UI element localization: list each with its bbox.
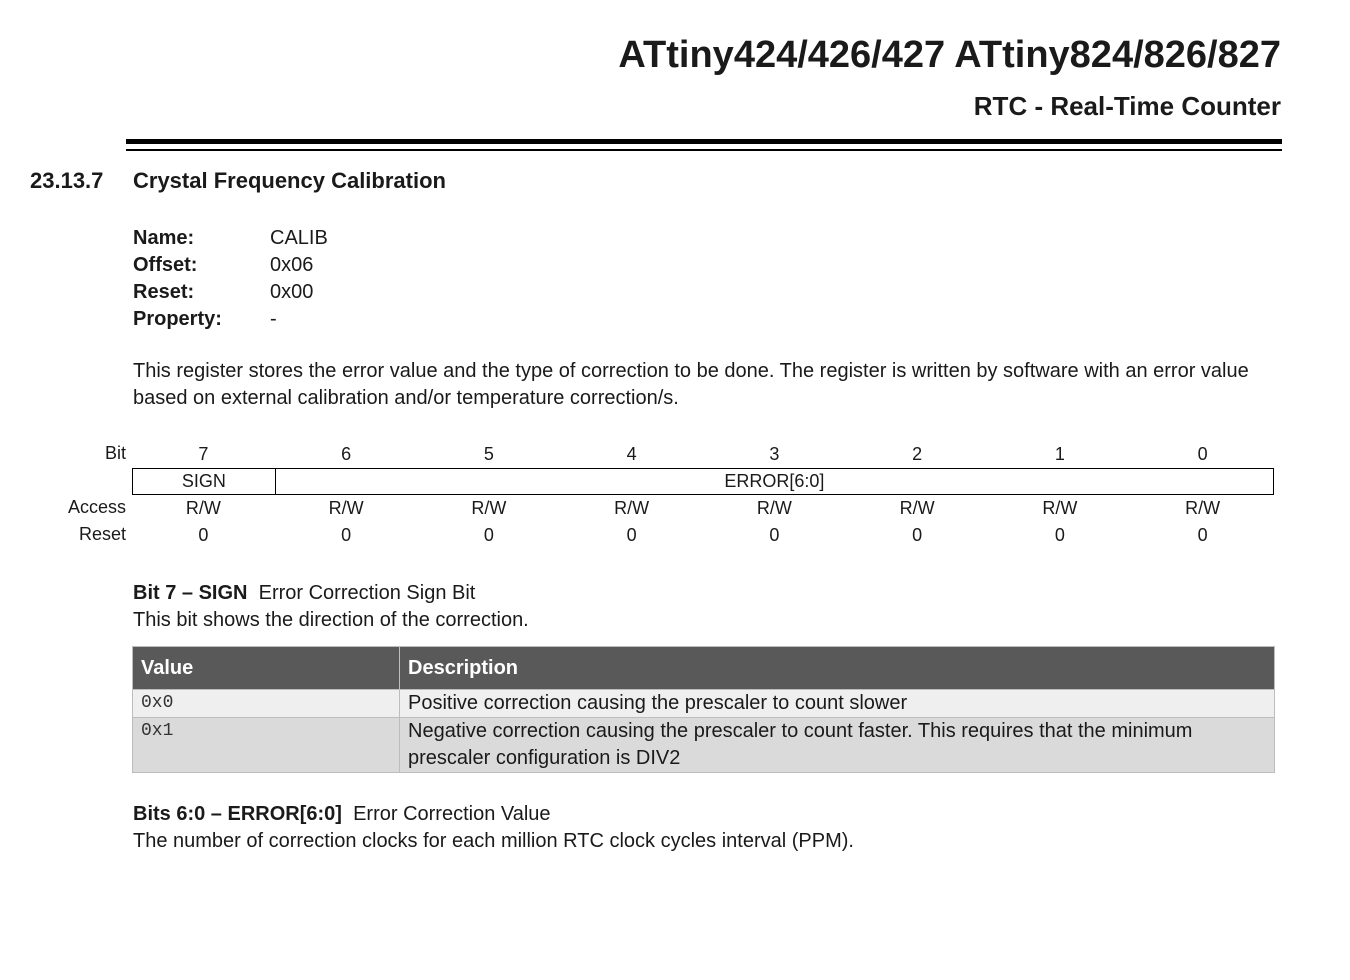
access-row-label: Access — [67, 497, 126, 517]
reset-row — [78, 522, 1274, 549]
field-row — [132, 468, 1274, 495]
bit7-name: Bit 7 – SIGN — [133, 582, 248, 604]
meta-key: Offset: — [133, 254, 198, 276]
bit-number: 6 — [341, 444, 352, 464]
access-value: R/W — [899, 498, 935, 518]
bit-number: 0 — [1197, 444, 1208, 464]
bit-number: 1 — [1054, 444, 1065, 464]
reset-value: 0 — [1054, 525, 1065, 545]
access-value: R/W — [756, 498, 792, 518]
field-error: ERROR[6:0] — [724, 471, 825, 491]
bit-number: 2 — [912, 444, 923, 464]
bit-number-row — [104, 441, 1274, 468]
meta-value: CALIB — [270, 227, 328, 249]
header-rule-thick — [126, 139, 1282, 144]
table-header-row — [133, 647, 1275, 690]
reset-value: 0 — [198, 525, 209, 545]
bit7-title: Error Correction Sign Bit — [258, 582, 476, 604]
access-value: R/W — [1042, 498, 1078, 518]
section-number: 23.13.7 — [30, 168, 104, 193]
bit-number: 4 — [626, 444, 637, 464]
bits60-description: The number of correction clocks for each million RTC clock cycles interval (PPM). — [133, 830, 854, 852]
doc-title: ATtiny424/426/427 ATtiny824/826/827 — [618, 34, 1281, 76]
bit-number: 5 — [483, 444, 494, 464]
access-value: R/W — [185, 498, 221, 518]
meta-key: Reset: — [133, 281, 195, 303]
reset-value: 0 — [483, 525, 494, 545]
table-cell-value: 0x1 — [133, 718, 400, 773]
reset-value: 0 — [626, 525, 637, 545]
reset-value: 0 — [341, 525, 352, 545]
doc-subtitle: RTC - Real-Time Counter — [973, 91, 1281, 121]
reset-row-label: Reset — [78, 524, 126, 544]
table-header-value: Value — [133, 647, 400, 690]
intro-paragraph: This register stores the error value and the type of correction to be done. The register is written by software with an error value based on external calibration and/or temperature correction/s. — [133, 360, 1249, 409]
bits60-heading — [133, 801, 551, 828]
table-row — [133, 718, 1275, 773]
table-cell-value: 0x0 — [133, 690, 400, 718]
meta-reset — [133, 280, 328, 307]
table-row — [133, 690, 1275, 718]
sign-value-table — [132, 646, 1275, 773]
access-row — [67, 495, 1274, 522]
meta-property — [133, 307, 328, 334]
access-value: R/W — [1185, 498, 1221, 518]
bit-number: 3 — [769, 444, 780, 464]
register-meta — [133, 226, 328, 334]
bit7-heading — [133, 580, 475, 607]
meta-key: Property: — [133, 308, 222, 330]
meta-key: Name: — [133, 227, 195, 249]
field-sign: SIGN — [133, 469, 276, 494]
reset-value: 0 — [769, 525, 780, 545]
register-diagram — [67, 441, 1274, 549]
access-value: R/W — [471, 498, 507, 518]
access-value: R/W — [614, 498, 650, 518]
meta-value: 0x06 — [270, 254, 314, 276]
bit-number: 7 — [198, 444, 209, 464]
meta-value: - — [270, 308, 277, 330]
access-value: R/W — [328, 498, 364, 518]
table-header-description: Description — [400, 647, 1275, 690]
table-cell-description: Positive correction causing the prescaler to count slower — [400, 690, 1275, 718]
header-rule-thin — [126, 149, 1282, 151]
section-title: Crystal Frequency Calibration — [133, 168, 446, 193]
meta-value: 0x00 — [270, 281, 314, 303]
bits60-name: Bits 6:0 – ERROR[6:0] — [133, 803, 342, 825]
bit-row-label: Bit — [104, 443, 126, 463]
reset-value: 0 — [1197, 525, 1208, 545]
reset-value: 0 — [912, 525, 923, 545]
table-cell-description: Negative correction causing the prescaler to count faster. This requires that the minimum prescaler configuration is DIV2 — [400, 718, 1275, 773]
bits60-title: Error Correction Value — [353, 803, 551, 825]
meta-name — [133, 226, 328, 253]
meta-offset — [133, 253, 328, 280]
bit7-description: This bit shows the direction of the correction. — [133, 609, 529, 631]
